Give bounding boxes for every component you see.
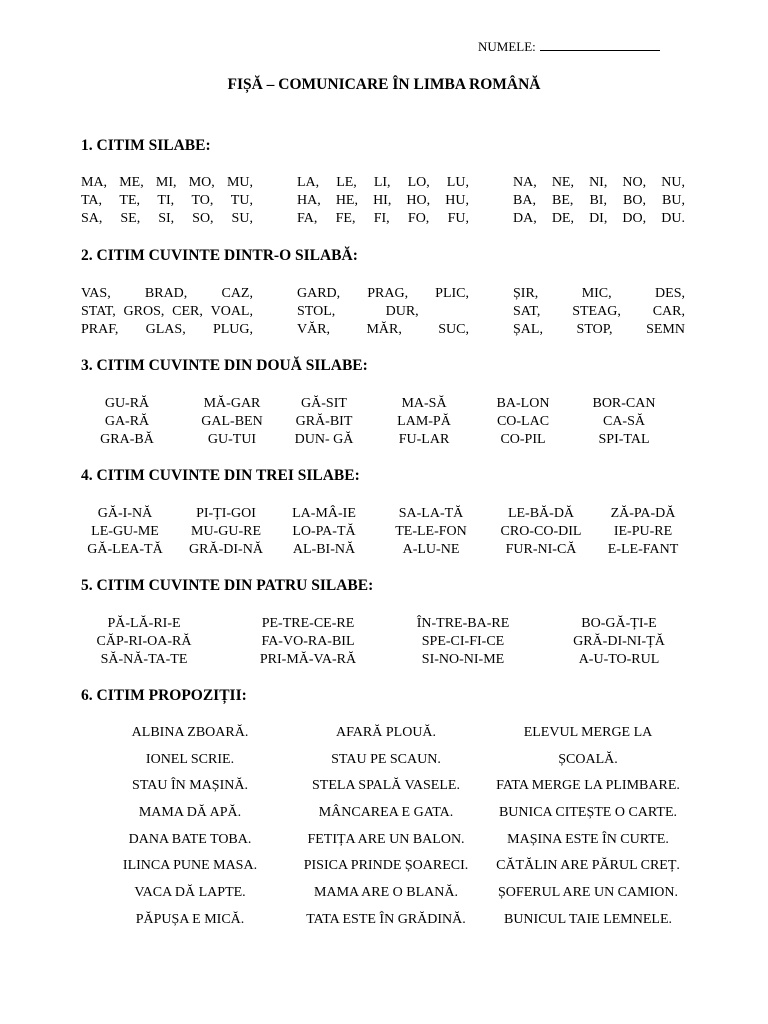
syllabified-word: LO-PA-TĂ (292, 524, 356, 539)
word-row (81, 192, 253, 210)
section-1-syllables (81, 174, 685, 228)
syllable-item: PLUG, (212, 322, 253, 337)
syllable-item: SUC, (438, 322, 469, 337)
section-4-words (82, 505, 692, 559)
word-row (82, 615, 692, 633)
name-field (478, 38, 660, 55)
syllable-item: SEMN (646, 322, 685, 337)
syllable-item: NO, (622, 175, 647, 190)
syllable-item: ȘIR, (513, 286, 539, 301)
section-6-heading: 6. CITIM PROPOZIȚII: (81, 687, 247, 704)
syllable-item: SAT, (513, 304, 541, 319)
word-row (513, 285, 685, 303)
syllable-item: GROS, (123, 304, 165, 319)
syllable-item: FE, (335, 211, 356, 226)
sentence: BUNICUL TAIE LEMNELE. (503, 911, 673, 927)
syllabified-word: DUN- GĂ (294, 432, 354, 447)
syllabified-word: ÎN-TRE-BA-RE (416, 616, 510, 631)
syllabified-word: GRĂ-DI-NĂ (189, 542, 263, 557)
word-row (82, 413, 692, 431)
syllable-item: NU, (661, 175, 685, 190)
syllable-item: BA, (513, 193, 536, 208)
syllable-item: VĂR, (297, 322, 331, 337)
syllable-item: STOP, (576, 322, 613, 337)
document-title: FIȘĂ – COMUNICARE ÎN LIMBA ROMÂNĂ (227, 76, 541, 93)
section-3-words (82, 395, 692, 449)
syllable-item: ME, (119, 175, 144, 190)
word-row (297, 192, 469, 210)
syllabified-word: GĂ-I-NĂ (97, 506, 153, 521)
syllabified-word: GĂ-SIT (301, 396, 347, 411)
syllabified-word: SPE-CI-FI-CE (421, 634, 505, 649)
syllabified-word: ZĂ-PA-DĂ (610, 506, 676, 521)
name-label: NUMELE: (478, 39, 536, 54)
syllabified-word: CO-LAC (496, 414, 550, 429)
sentence: BUNICA CITEȘTE O CARTE. (498, 805, 678, 821)
syllabified-word: PE-TRE-CE-RE (261, 616, 355, 631)
syllable-item: LO, (407, 175, 430, 190)
sentence: FATA MERGE LA PLIMBARE. (496, 778, 680, 794)
sentence: DANA BATE TOBA. (128, 831, 252, 847)
word-row (82, 633, 692, 651)
syllable-item: PRAF, (81, 322, 119, 337)
sentence: VACA DĂ LAPTE. (134, 885, 246, 901)
syllable-item: TA, (81, 193, 103, 208)
syllable-item: SE, (120, 211, 141, 226)
syllabified-word: PĂ-LĂ-RI-E (107, 616, 181, 631)
syllable-item: GLAS, (145, 322, 186, 337)
syllabified-word: MĂ-GAR (203, 396, 261, 411)
syllable-item: DUR, (385, 304, 419, 319)
syllabified-word: TE-LE-FON (395, 524, 467, 539)
section-3-heading: 3. CITIM CUVINTE DIN DOUĂ SILABE: (81, 357, 368, 374)
syllable-item: STAT, (81, 304, 116, 319)
sentence: MAMA DĂ APĂ. (138, 805, 242, 821)
sentence: ȘOFERUL ARE UN CAMION. (498, 885, 678, 901)
syllabified-word: SĂ-NĂ-TA-TE (100, 652, 188, 667)
word-row (297, 303, 469, 321)
section-1-heading: 1. CITIM SILABE: (81, 137, 211, 154)
syllable-item: NA, (513, 175, 537, 190)
word-column (81, 174, 297, 228)
syllabified-word: GA-RĂ (104, 414, 150, 429)
syllabified-word: GAL-BEN (201, 414, 263, 429)
word-row (82, 523, 692, 541)
syllable-item: ȘAL, (513, 322, 543, 337)
word-row (81, 321, 253, 339)
syllabified-word: CĂP-RI-OA-RĂ (96, 634, 192, 649)
sentence: ȘCOALĂ. (558, 751, 618, 767)
word-column (81, 285, 297, 339)
syllable-item: CER, (172, 304, 203, 319)
syllable-item: TU, (230, 193, 253, 208)
syllable-item: MO, (188, 175, 215, 190)
syllable-item: BE, (552, 193, 574, 208)
syllable-item: SO, (192, 211, 214, 226)
syllable-item: CAR, (652, 304, 685, 319)
syllabified-word: IE-PU-RE (613, 524, 673, 539)
syllabified-word: E-LE-FANT (607, 542, 679, 557)
word-row (513, 303, 685, 321)
syllabified-word: LE-BĂ-DĂ (507, 506, 575, 521)
syllabified-word: GRA-BĂ (100, 432, 154, 447)
syllable-item: STEAG, (572, 304, 621, 319)
word-row (297, 174, 469, 192)
syllable-item: HI, (373, 193, 392, 208)
word-row (513, 321, 685, 339)
word-row (82, 505, 692, 523)
syllable-item: LE, (336, 175, 357, 190)
syllable-item: FI, (373, 211, 390, 226)
syllable-item: FO, (407, 211, 430, 226)
word-row (297, 210, 469, 228)
sentence: MÂNCAREA E GATA. (318, 805, 454, 821)
syllable-item: TO, (191, 193, 214, 208)
syllable-item: BRAD, (144, 286, 188, 301)
syllable-item: BO, (623, 193, 646, 208)
syllabified-word: GĂ-LEA-TĂ (87, 542, 163, 557)
syllabified-word: PRI-MĂ-VA-RĂ (259, 652, 357, 667)
sentence: IONEL SCRIE. (145, 751, 235, 767)
syllable-item: DU. (661, 211, 685, 226)
sentence: ALBINA ZBOARĂ. (131, 725, 249, 740)
syllable-item: BI, (589, 193, 607, 208)
syllable-item: PLIC, (435, 286, 469, 301)
syllable-item: CAZ, (221, 286, 253, 301)
syllable-item: MĂR, (366, 322, 402, 337)
syllable-item: DO, (622, 211, 647, 226)
sentence: ELEVUL MERGE LA (523, 725, 653, 740)
syllabified-word: BO-GĂ-ȚI-E (581, 616, 657, 631)
word-column (513, 174, 685, 228)
section-5-words (82, 615, 692, 669)
syllable-item: FA, (297, 211, 318, 226)
syllabified-word: AL-BI-NĂ (292, 542, 356, 557)
sentence: PISICA PRINDE ȘOARECI. (303, 858, 469, 874)
word-row (82, 431, 692, 449)
syllabified-word: GU-RĂ (104, 396, 150, 411)
syllabified-word: LAM-PĂ (397, 414, 451, 429)
syllable-item: BU, (662, 193, 685, 208)
syllable-item: PRAG, (367, 286, 409, 301)
syllable-item: TE, (119, 193, 141, 208)
syllabified-word: FUR-NI-CĂ (505, 542, 577, 557)
syllable-item: MU, (226, 175, 253, 190)
syllabified-word: A-LU-NE (402, 542, 460, 557)
word-row (82, 395, 692, 413)
syllabified-word: CRO-CO-DIL (500, 524, 582, 539)
syllable-item: FU, (447, 211, 469, 226)
syllabified-word: LA-MÂ-IE (292, 506, 356, 521)
sentence: TATA ESTE ÎN GRĂDINĂ. (306, 911, 466, 927)
syllable-item: DES, (655, 286, 685, 301)
syllable-item: DI, (589, 211, 608, 226)
syllabified-word: MA-SĂ (401, 396, 447, 411)
word-row (513, 192, 685, 210)
word-column (513, 285, 685, 339)
syllable-item: LU, (446, 175, 469, 190)
syllabified-word: LE-GU-ME (91, 524, 159, 539)
syllabified-word: SA-LA-TĂ (398, 506, 464, 521)
section-4-heading: 4. CITIM CUVINTE DIN TREI SILABE: (81, 467, 360, 484)
sentence: CĂTĂLIN ARE PĂRUL CREȚ. (496, 858, 680, 874)
syllabified-word: FU-LAR (398, 432, 450, 447)
syllable-item: HA, (297, 193, 321, 208)
sentence: STELA SPALĂ VASELE. (312, 778, 460, 794)
word-row (82, 541, 692, 559)
syllable-item: HO, (406, 193, 431, 208)
syllable-item: TI, (157, 193, 175, 208)
syllable-item: DA, (513, 211, 537, 226)
syllabified-word: FA-VO-RA-BIL (261, 634, 355, 649)
sentence: MAȘINA ESTE ÎN CURTE. (507, 831, 669, 847)
syllable-item: VAS, (81, 286, 111, 301)
word-row (297, 321, 469, 339)
syllabified-word: CO-PIL (500, 432, 546, 447)
section-2-heading: 2. CITIM CUVINTE DINTR-O SILABĂ: (81, 247, 358, 264)
sentence: PĂPUȘA E MICĂ. (135, 911, 245, 927)
syllabified-word: SPI-TAL (598, 432, 650, 447)
syllable-item: STOL, (297, 304, 336, 319)
section-2-words (81, 285, 685, 339)
syllabified-word: CA-SĂ (602, 414, 645, 429)
syllable-item: SA, (81, 211, 103, 226)
syllabified-word: GRĂ-BIT (295, 414, 353, 429)
syllable-item: GARD, (297, 286, 341, 301)
syllable-item: VOAL, (210, 304, 253, 319)
syllabified-word: GU-TUI (207, 432, 257, 447)
syllabified-word: PI-ȚI-GOI (196, 506, 256, 521)
word-row (513, 174, 685, 192)
syllabified-word: MU-GU-RE (191, 524, 261, 539)
section-5-heading: 5. CITIM CUVINTE DIN PATRU SILABE: (81, 577, 374, 594)
sentence: FETIȚA ARE UN BALON. (307, 831, 465, 847)
word-row (82, 651, 692, 669)
syllabified-word: A-U-TO-RUL (578, 652, 660, 667)
syllable-item: HU, (445, 193, 469, 208)
word-row (81, 285, 253, 303)
syllable-item: SU, (231, 211, 253, 226)
word-row (81, 210, 253, 228)
syllable-item: NE, (551, 175, 574, 190)
name-blank-line[interactable] (540, 38, 660, 51)
syllabified-word: GRĂ-DI-NI-ȚĂ (573, 634, 665, 649)
section-6-sentences (92, 720, 692, 934)
syllable-item: LI, (373, 175, 391, 190)
syllable-item: LA, (297, 175, 320, 190)
syllable-item: MI, (155, 175, 177, 190)
sentence: ILINCA PUNE MASA. (122, 858, 258, 874)
syllable-item: HE, (335, 193, 358, 208)
syllabified-word: BOR-CAN (592, 396, 656, 411)
word-row (297, 285, 469, 303)
sentence: AFARĂ PLOUĂ. (335, 725, 437, 740)
word-column (297, 174, 513, 228)
sentence: STAU ÎN MAȘINĂ. (132, 778, 248, 794)
syllabified-word: BA-LON (496, 396, 550, 411)
syllable-item: SI, (158, 211, 175, 226)
syllable-item: NI, (589, 175, 608, 190)
syllable-item: MA, (81, 175, 108, 190)
sentence: STAU PE SCAUN. (331, 751, 441, 767)
syllable-item: DE, (551, 211, 574, 226)
word-row (81, 174, 253, 192)
sentence: MAMA ARE O BLANĂ. (314, 885, 458, 901)
word-row (513, 210, 685, 228)
word-row (81, 303, 253, 321)
syllable-item: MIC, (581, 286, 612, 301)
syllabified-word: SI-NO-NI-ME (421, 652, 505, 667)
word-column (297, 285, 513, 339)
